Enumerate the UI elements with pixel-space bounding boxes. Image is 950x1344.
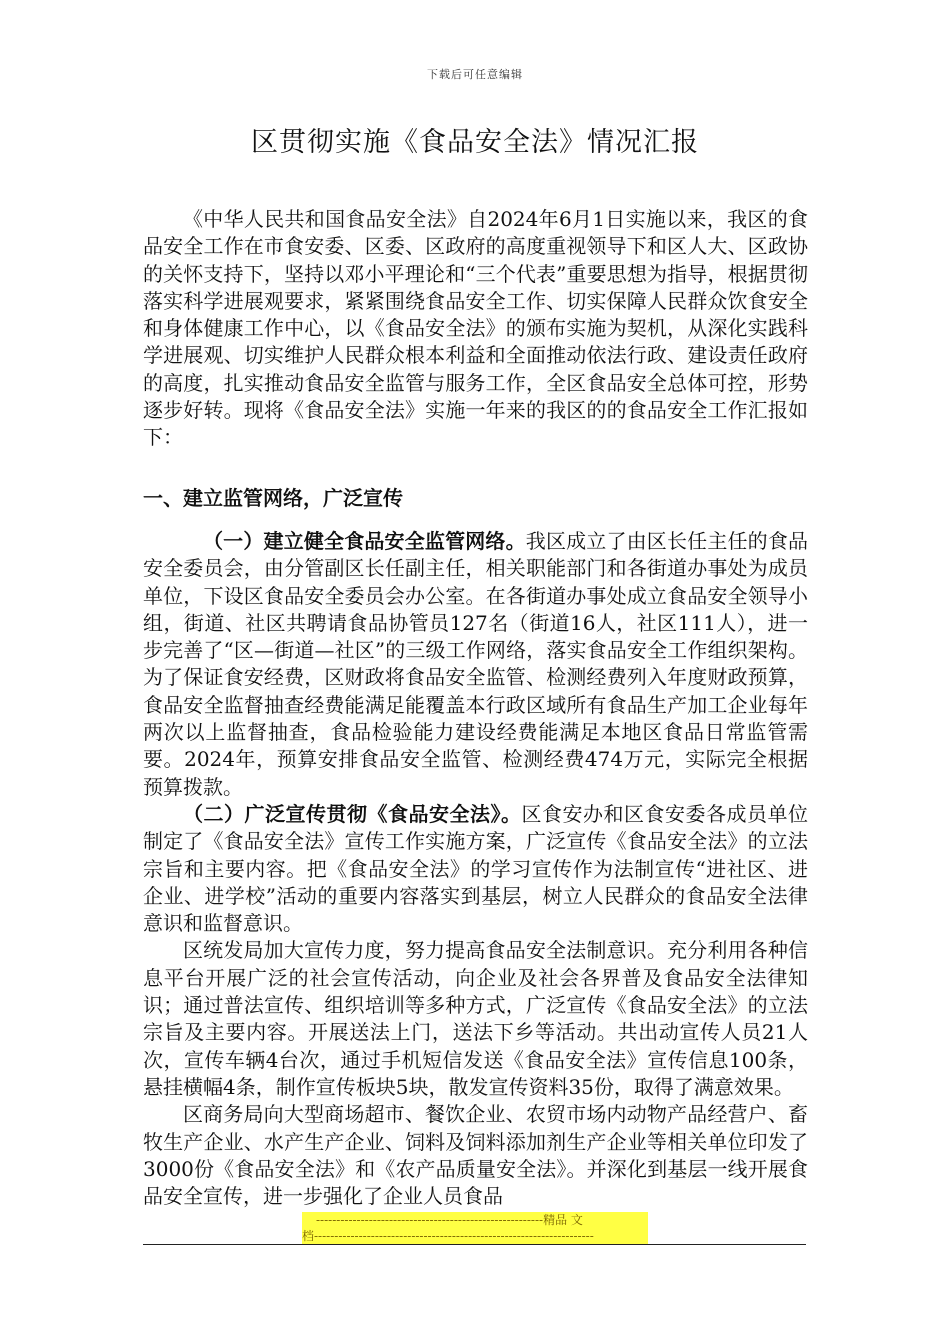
footer-divider bbox=[143, 1244, 806, 1245]
section-heading-1: 一、建立监管网络，广泛宣传 bbox=[143, 486, 403, 510]
footer-watermark bbox=[302, 1212, 648, 1244]
paragraph-statistics-bureau: 区统发局加大宣传力度，努力提高食品安全法制意识。充分利用各种信息平台开展广泛的社会宣传活动，向企业及社会各界普及食品安全法律知识；通过普法宣传、组织培训等多种方式，广泛宣传《食品安全法》的立法宗旨及主要内容。开展送法上门，送法下乡等活动。共出动宣传人员21人次，宣传车辆4台次，通过手机短信发送《食品安全法》宣传信息100条，悬挂横幅4条，制作宣传板块5块，散发宣传资料35份，取得了满意效果。 bbox=[143, 938, 808, 1099]
section-1-body bbox=[143, 528, 808, 1210]
header-note: 下载后可任意编辑 bbox=[427, 68, 523, 81]
document-title: 区贯彻实施《食品安全法》情况汇报 bbox=[251, 127, 699, 158]
footer-line-2: 档--------------------------------------------------------------------- bbox=[302, 1229, 594, 1243]
subsection-2-title: （二）广泛宣传贯彻《食品安全法》。 bbox=[183, 801, 522, 826]
subsection-2-text: 区食安办和区食安委各成员单位制定了《食品安全法》宣传工作实施方案，广泛宣传《食品安全法》的立法宗旨和主要内容。把《食品安全法》的学习宣传作为法制宣传“进社区、进企业、进学校”活动的重要内容落实到基层，树立人民群众的食品安全法律意识和监督意识。 bbox=[143, 801, 808, 936]
subsection-1-text: 我区成立了由区长任主任的食品安全委员会，由分管副区长任副主任，相关职能部门和各街道办事处为成员单位，下设区食品安全委员会办公室。在各街道办事处成立食品安全领导小组，街道、社区共聘请食品协管员127名（街道16人，社区111人），进一步完善了“区—街道—社区”的三级工作网络，落实食品安全工作组织架构。为了保证食安经费，区财政将食品安全监管、检测经费列入年度财政预算，食品安全监督抽查经费能满足能覆盖本行政区域所有食品生产加工企业每年两次以上监督抽查，食品检验能力建设经费能满足本地区食品日常监管需要。2024年，预算安排食品安全监管、检测经费474万元，实际完全根据预算拨款。 bbox=[143, 529, 809, 799]
intro-paragraph: 《中华人民共和国食品安全法》自2024年6月1日实施以来，我区的食品安全工作在市食安委、区委、区政府的高度重视领导下和区人大、区政协的关怀支持下，坚持以邓小平理论和“三个代表”重要思想为指导，根据贯彻落实科学进展观要求，紧紧围绕食品安全工作、切实保障人民群众饮食安全和身体健康工作中心，以《食品安全法》的颁布实施为契机，从深化实践科学进展观、切实维护人民群众根本利益和全面推动依法行政、建设责任政府的高度，扎实推动食品安全监管与服务工作，全区食品安全总体可控，形势逐步好转。现将《食品安全法》实施一年来的我区的的食品安全工作汇报如下： bbox=[143, 207, 808, 450]
subsection-1-title: （一）建立健全食品安全监管网络。 bbox=[203, 529, 526, 553]
subsection-1-paragraph bbox=[143, 528, 808, 801]
intro-block bbox=[143, 206, 808, 452]
subsection-2-paragraph bbox=[143, 801, 808, 937]
footer-line-1: --------------------------------------------------------精品 文 bbox=[316, 1213, 583, 1227]
paragraph-commerce-bureau: 区商务局向大型商场超市、餐饮企业、农贸市场内动物产品经营户、畜牧生产企业、水产生产企业、饲料及饲料添加剂生产企业等相关单位印发了3000份《食品安全法》和《农产品质量安全法》。并深化到基层一线开展食品安全宣传，进一步强化了企业人员食品 bbox=[143, 1102, 808, 1209]
